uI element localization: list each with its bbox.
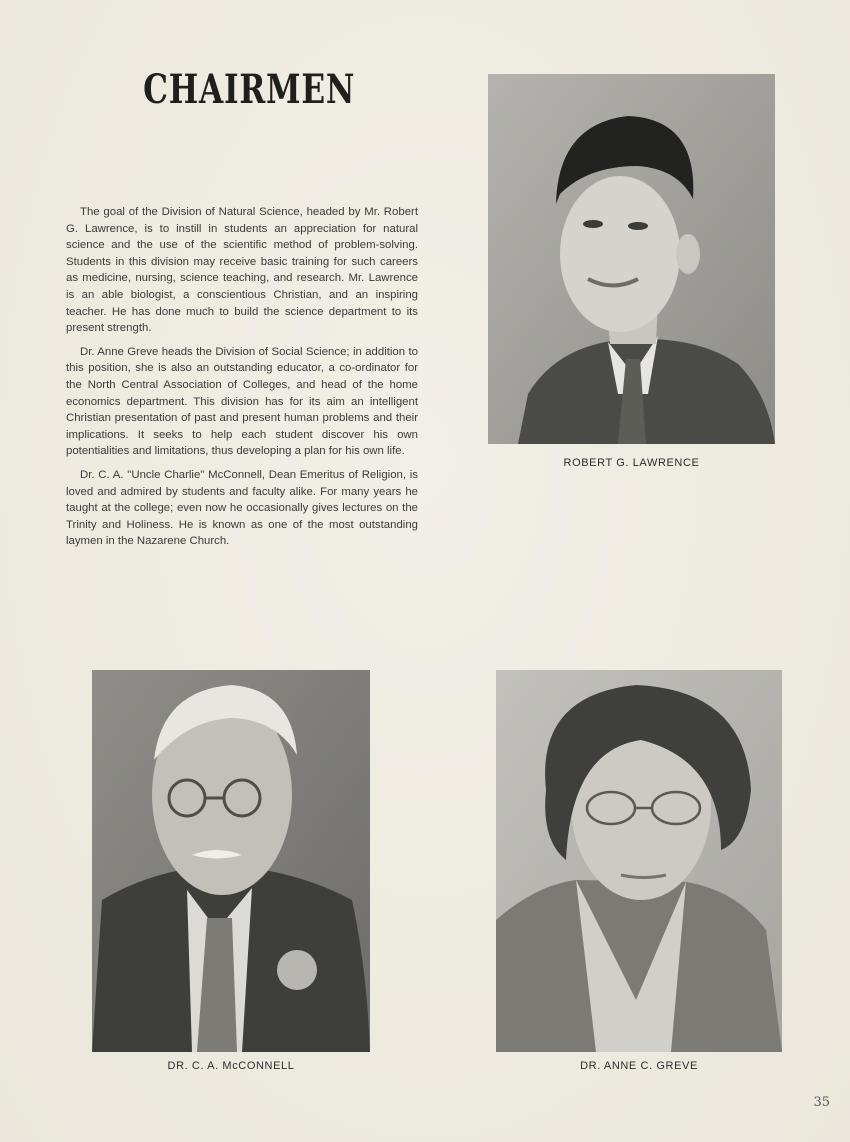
caption-robert-lawrence: ROBERT G. LAWRENCE [563, 457, 700, 469]
page-title: CHAIRMEN [143, 66, 356, 113]
paragraph-religion: Dr. C. A. "Uncle Charlie" McConnell, Dean Emeritus of Religion, is loved and admired by students and faculty alike. For many years he taught at the college; even now he occasionally gives lectures on the Trinity and Holiness. He is known as one of the most outstanding laymen in the Nazarene Church. [66, 468, 418, 548]
caption-anne-greve: DR. ANNE C. GREVE [580, 1060, 698, 1072]
page-number: 35 [813, 1095, 830, 1110]
caption-ca-mcconnell: DR. C. A. McCONNELL [167, 1060, 295, 1072]
photo-ca-mcconnell [92, 670, 370, 1052]
body-text [66, 204, 418, 557]
paragraph-social-science: Dr. Anne Greve heads the Division of Social Science; in addition to this position, she is also an outstanding educator, a co-ordinator for the North Central Association of Colleges, and head of the home economics department. This division has for its aim an intelligent Christian presentation of past and present human problems and their implications. It seeks to help each student discover his own potentialities and limitations, thus developing a plan for his own life. [66, 345, 418, 458]
paragraph-natural-science: The goal of the Division of Natural Science, headed by Mr. Robert G. Lawrence, is to instill in students an appreciation for natural science and the use of the scientific method of problem-solving. Students in this division may receive basic training for such careers as medicine, nursing, science teaching, and research. Mr. Lawrence is an able biologist, a conscientious Christian, and an inspiring teacher. He has done much to build the science department to its present strength. [66, 206, 418, 335]
photo-robert-lawrence [488, 74, 775, 444]
photo-anne-greve [496, 670, 782, 1052]
